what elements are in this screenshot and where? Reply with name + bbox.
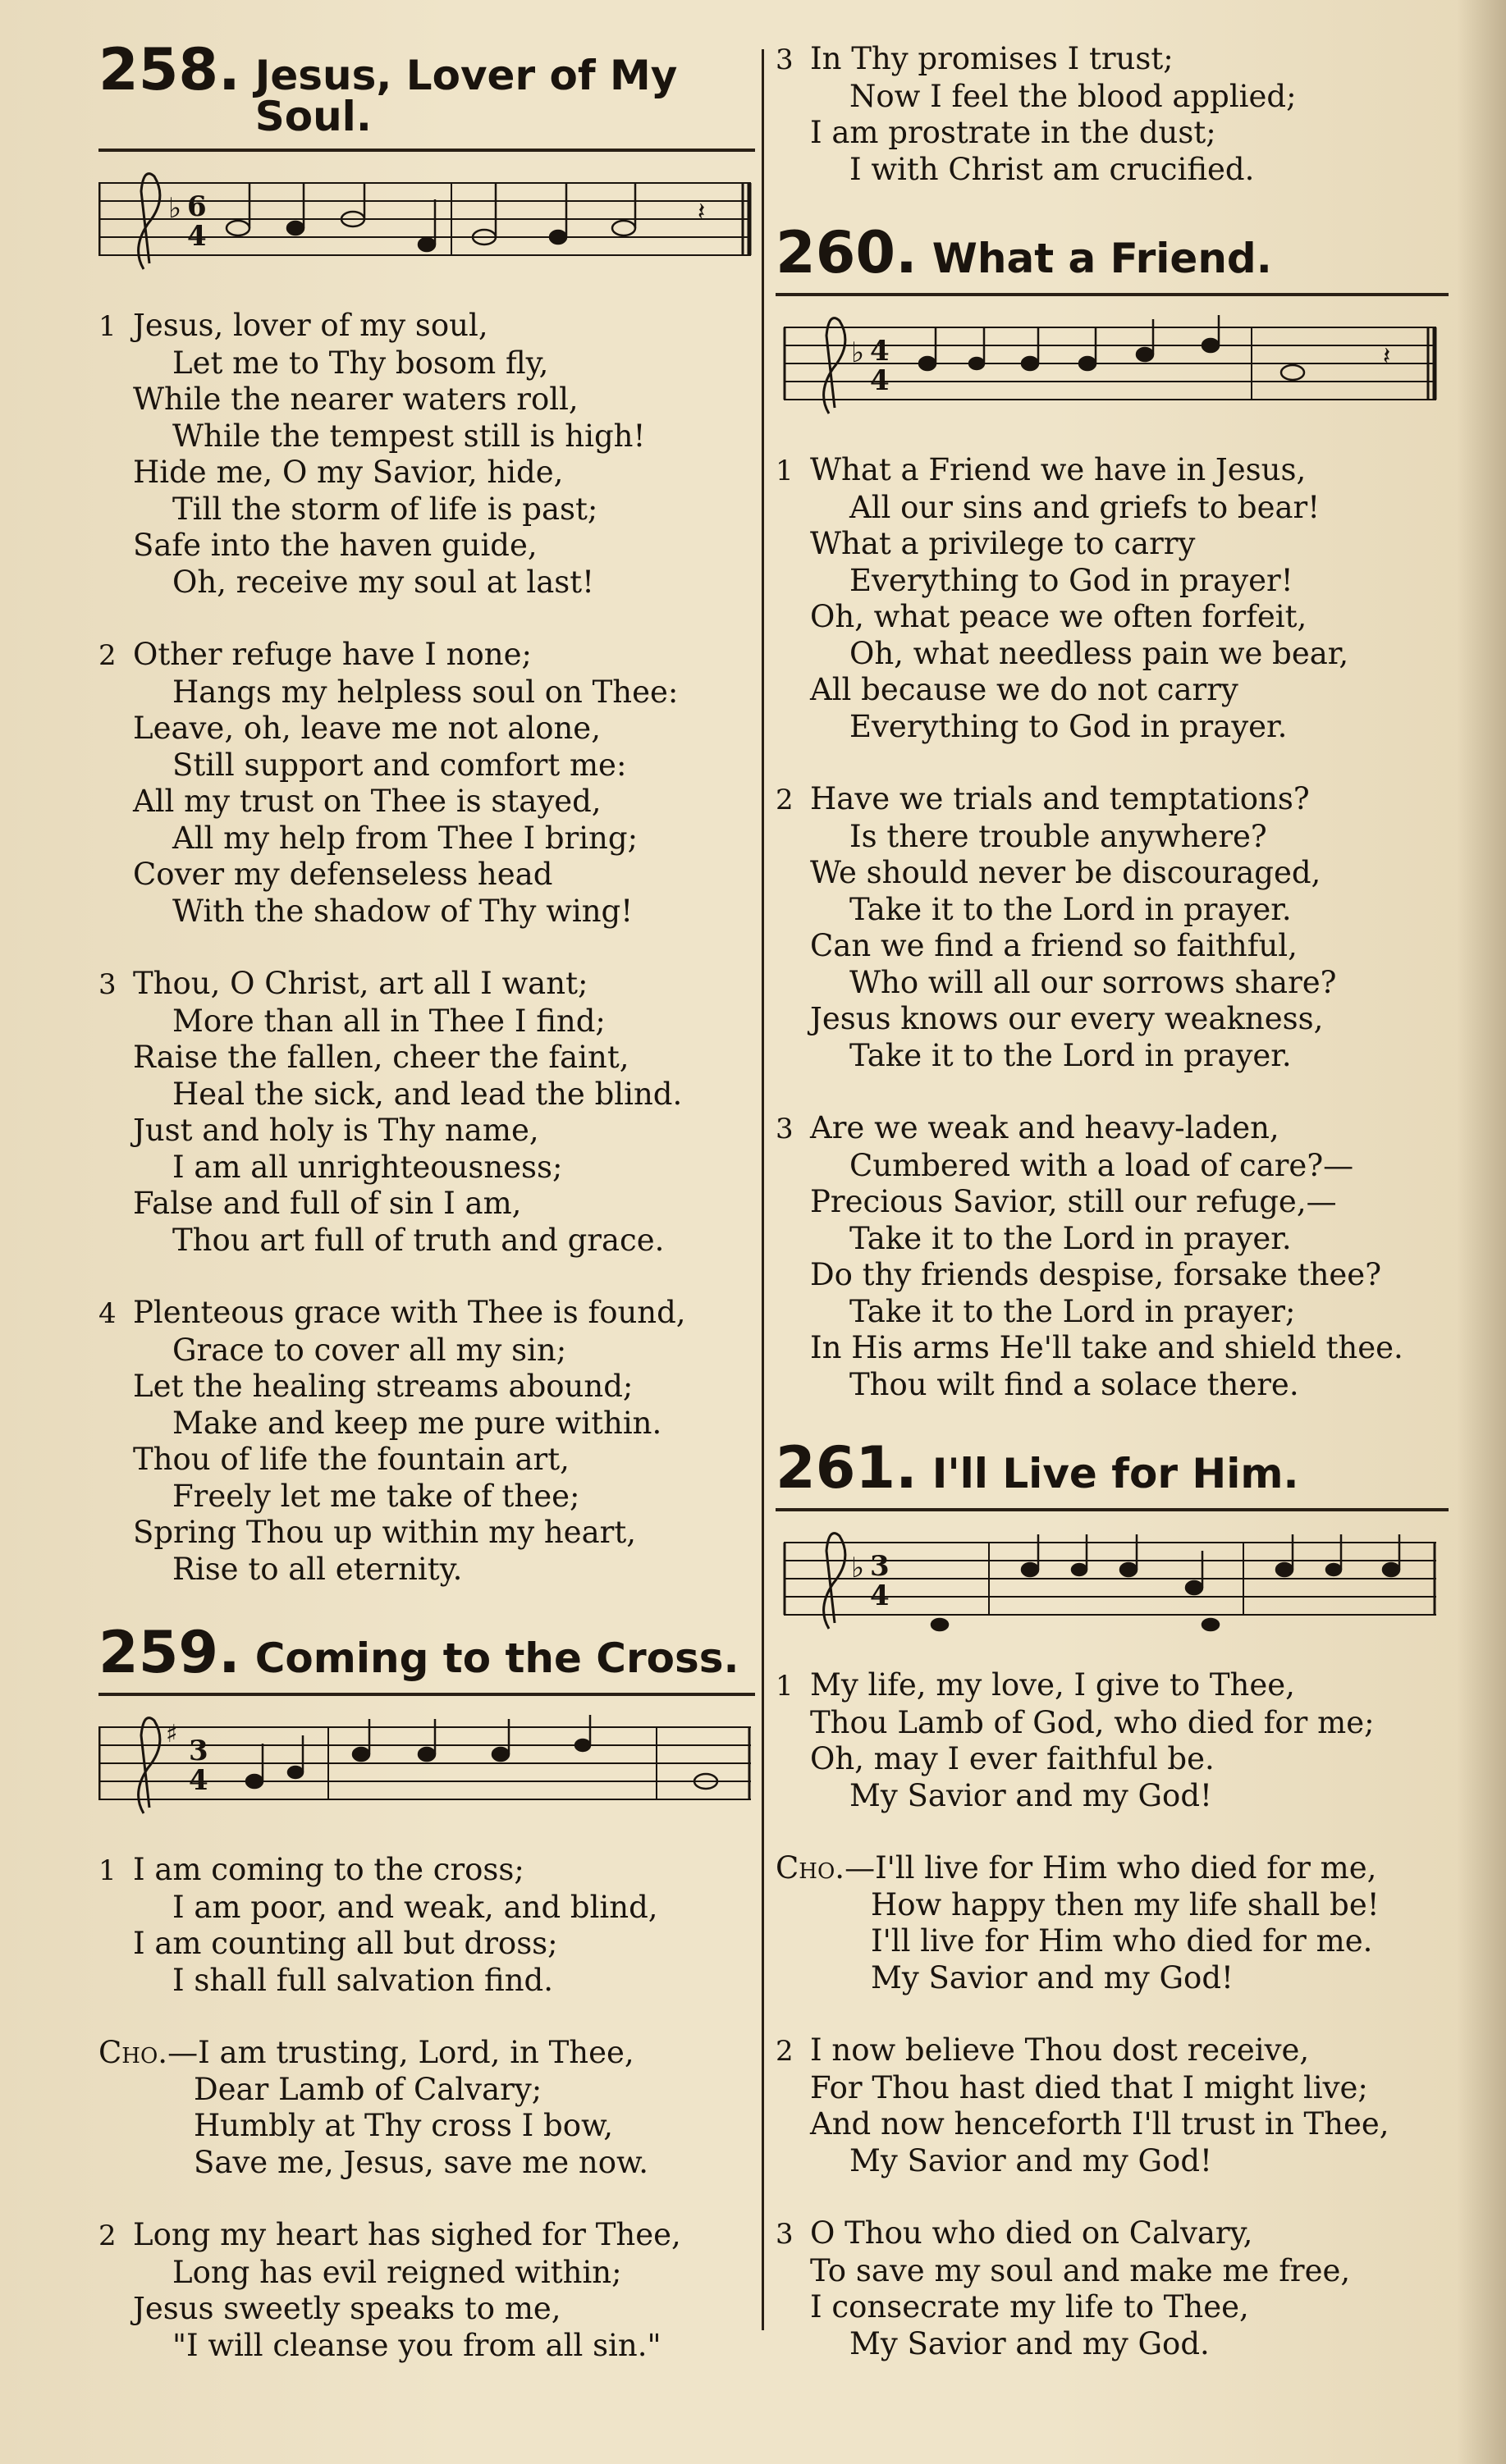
lyric-line: Save me, Jesus, save me now. [194,2144,649,2180]
lyric-line: I with Christ am crucified. [849,151,1255,187]
lyric-line: Just and holy is Thy name, [133,1113,539,1148]
hymn-number: 261. [776,1434,918,1502]
stanza-1 [98,1852,755,1999]
svg-text:♯: ♯ [166,1720,178,1749]
column-divider [762,49,764,2330]
lyric-line: I am coming to the cross; [133,1852,524,1887]
right-column [776,41,1449,2398]
lyric-line: Oh, receive my soul at last! [172,564,595,600]
lyric-line: For Thou hast died that I might live; [810,2069,1368,2105]
lyric-line: Thou of life the fountain art, [133,1442,570,1477]
stanza-3 [98,966,755,1259]
stanza-2 [98,2217,755,2364]
lyric-line: All because we do not carry [810,672,1238,707]
lyric-line: How happy then my life shall be! [871,1886,1380,1922]
lyric-line: Jesus sweetly speaks to me, [133,2291,561,2326]
lyric-line: Thou Lamb of God, who died for me; [810,1704,1375,1740]
stanza-3 [776,2215,1449,2362]
lyric-line: While the nearer waters roll, [133,382,579,417]
lyric-line: My Savior and my God! [849,2142,1212,2178]
lyric-line: I'll live for Him who died for me. [871,1923,1373,1959]
lyric-line: —I am trusting, Lord, in Thee, [167,2035,634,2070]
chorus-label: Cho. [98,2035,168,2070]
lyric-line: Cover my defenseless head [133,857,553,892]
lyric-line: Long my heart has sighed for Thee, [133,2217,681,2252]
lyric-line: Everything to God in prayer. [849,708,1288,744]
lyric-line: "I will cleanse you from all sin." [172,2327,661,2363]
lyric-line: Raise the fallen, cheer the faint, [133,1040,629,1075]
left-column [98,36,755,2400]
stanza-3 [776,1110,1449,1403]
lyric-line: I am prostrate in the dust; [810,115,1216,150]
lyric-line: I am poor, and weak, and blind, [172,1889,658,1925]
hymn-259 [98,1619,755,2364]
lyric-line: My Savior and my God. [849,2325,1210,2361]
lyric-line: Thou art full of truth and grace. [172,1222,665,1258]
stanza-number: 2 [776,784,794,816]
page-spine-shadow [1457,0,1506,2464]
lyric-line: Grace to cover all my sin; [172,1332,567,1368]
lyric-line: Oh, may I ever faithful be. [810,1741,1215,1776]
lyric-line: Still support and comfort me: [172,747,627,783]
lyric-line: Who will all our sorrows share? [849,964,1337,1000]
music-staff [98,167,755,273]
chorus-label: Cho. [776,1850,845,1886]
music-staff [776,1526,1449,1633]
lyric-line: Other refuge have I none; [133,637,532,672]
stanza-4 [98,1295,755,1588]
lyric-line: All my help from Thee I bring; [172,820,639,856]
stanza-number: 1 [776,455,794,487]
lyric-line: Freely let me take of thee; [172,1478,580,1514]
lyric-line: What a Friend we have in Jesus, [810,452,1307,487]
stanza-number: 1 [98,310,117,343]
hymn-number: 259. [98,1619,240,1686]
lyric-line: Safe into the haven guide, [133,528,538,563]
svg-text:𝄽: 𝄽 [1383,342,1391,371]
lyric-line: My life, my love, I give to Thee, [810,1667,1295,1703]
lyric-line: My Savior and my God! [871,1959,1234,1995]
stanza-2 [776,781,1449,1074]
lyric-line: Let the healing streams abound; [133,1369,634,1404]
hymn-title: What a Friend. [932,235,1272,282]
hymn-258 [98,36,755,1588]
stanza-number: 3 [776,1113,794,1145]
lyric-line: In Thy promises I trust; [810,41,1174,76]
lyric-line: Take it to the Lord in prayer. [849,1037,1292,1073]
lyric-line: Rise to all eternity. [172,1551,463,1587]
lyric-line: In His arms He'll take and shield thee. [810,1330,1403,1365]
hymn-260 [776,219,1449,1403]
lyric-line: I am all unrighteousness; [172,1149,563,1185]
svg-text:4: 4 [870,1579,890,1612]
lyric-line: Everything to God in prayer! [849,562,1293,598]
svg-text:4: 4 [187,220,207,253]
lyric-line: Dear Lamb of Calvary; [194,2071,542,2107]
music-staff [98,1711,755,1817]
lyric-line: Spring Thou up within my heart, [133,1515,636,1550]
lyric-line: —I'll live for Him who died for me, [845,1850,1377,1886]
chorus [776,1850,1449,1996]
lyric-line: Plenteous grace with Thee is found, [133,1295,686,1330]
lyric-line: Heal the sick, and lead the blind. [172,1076,683,1112]
lyric-line: Have we trials and temptations? [810,781,1310,816]
stanza-1 [776,1667,1449,1814]
lyric-line: Thou, O Christ, art all I want; [133,966,588,1001]
lyric-line: Do thy friends despise, forsake thee? [810,1257,1382,1292]
stanza-1 [776,452,1449,745]
lyric-line: Oh, what peace we often forfeit, [810,599,1307,634]
hymn-title: Coming to the Cross. [254,1634,739,1682]
lyric-line: Let me to Thy bosom fly, [172,345,549,381]
lyric-line: All my trust on Thee is stayed, [133,784,602,819]
lyric-line: O Thou who died on Calvary, [810,2215,1253,2251]
lyric-line: Oh, what needless pain we bear, [849,635,1349,671]
hymn-header [776,1434,1449,1511]
svg-text:♭: ♭ [851,336,865,369]
lyric-line: We should never be discouraged, [810,855,1321,890]
stanza-number: 1 [776,1670,794,1703]
lyric-line: More than all in Thee I find; [172,1003,606,1039]
hymn-title: Jesus, Lover of My Soul. [254,52,678,140]
lyric-line: With the shadow of Thy wing! [172,893,634,929]
lyric-line: I consecrate my life to Thee, [810,2289,1249,2325]
svg-text:3: 3 [870,1550,890,1583]
svg-text:3: 3 [189,1735,208,1767]
lyric-line: Long has evil reigned within; [172,2254,622,2290]
lyric-line: Are we weak and heavy-laden, [810,1110,1279,1145]
svg-text:6: 6 [187,190,207,223]
lyric-line: Can we find a friend so faithful, [810,928,1298,963]
lyric-line: My Savior and my God! [849,1777,1212,1813]
stanza-number: 2 [98,2219,117,2252]
stanza-number: 4 [98,1297,117,1330]
lyric-line: False and full of sin I am, [133,1186,522,1221]
lyric-line: And now henceforth I'll trust in Thee, [810,2106,1389,2142]
stanza-number: 2 [776,2035,794,2068]
svg-text:𝄽: 𝄽 [698,198,706,226]
svg-text:♭: ♭ [168,192,182,225]
svg-text:♭: ♭ [851,1552,865,1584]
lyric-line: Take it to the Lord in prayer. [849,1220,1292,1256]
lyric-line: I shall full salvation find. [172,1962,553,1998]
stanza-2 [98,637,755,930]
stanza-number: 2 [98,639,117,672]
hymn-header [776,219,1449,296]
hymn-261 [776,1434,1449,2362]
lyric-line: While the tempest still is high! [172,418,646,454]
svg-text:4: 4 [870,364,890,397]
lyric-line: Hide me, O my Savior, hide, [133,455,564,490]
stanza-number: 3 [776,43,794,76]
hymn-number: 258. [98,36,240,103]
lyric-line: Leave, oh, leave me not alone, [133,711,601,746]
lyric-line: All our sins and griefs to bear! [849,489,1321,525]
hymn-header [98,1619,755,1696]
lyric-line: Now I feel the blood applied; [849,78,1297,114]
lyric-line: Humbly at Thy cross I bow, [194,2108,614,2143]
stanza-number: 3 [776,2218,794,2251]
lyric-line: Thou wilt find a solace there. [849,1366,1299,1402]
hymn-header [98,36,755,152]
lyric-line: Cumbered with a load of care?— [849,1147,1354,1183]
stanza-1 [98,308,755,601]
chorus [98,2035,755,2181]
stanza-number: 1 [98,1854,117,1887]
lyric-line: Till the storm of life is past; [172,491,598,527]
lyric-line: Jesus, lover of my soul, [133,308,488,343]
svg-text:4: 4 [870,335,890,368]
lyric-line: Take it to the Lord in prayer. [849,891,1292,927]
stanza-number: 3 [98,968,117,1001]
lyric-line: What a privilege to carry [810,526,1196,561]
lyric-line: Jesus knows our every weakness, [810,1001,1324,1036]
lyric-line: I am counting all but dross; [133,1926,558,1961]
music-staff [776,311,1449,418]
svg-text:4: 4 [189,1764,208,1797]
lyric-line: Take it to the Lord in prayer; [849,1293,1296,1329]
lyric-line: Make and keep me pure within. [172,1405,662,1441]
hymn-title: I'll Live for Him. [932,1450,1299,1497]
lyric-line: Is there trouble anywhere? [849,818,1267,854]
lyric-line: Hangs my helpless soul on Thee: [172,674,679,710]
hymn-number: 260. [776,219,918,286]
lyric-line: I now believe Thou dost receive, [810,2032,1310,2068]
stanza-2 [776,2032,1449,2179]
lyric-line: Precious Savior, still our refuge,— [810,1184,1337,1219]
hymn-259-stanza-3 [776,41,1449,188]
lyric-line: To save my soul and make me free, [810,2252,1351,2288]
